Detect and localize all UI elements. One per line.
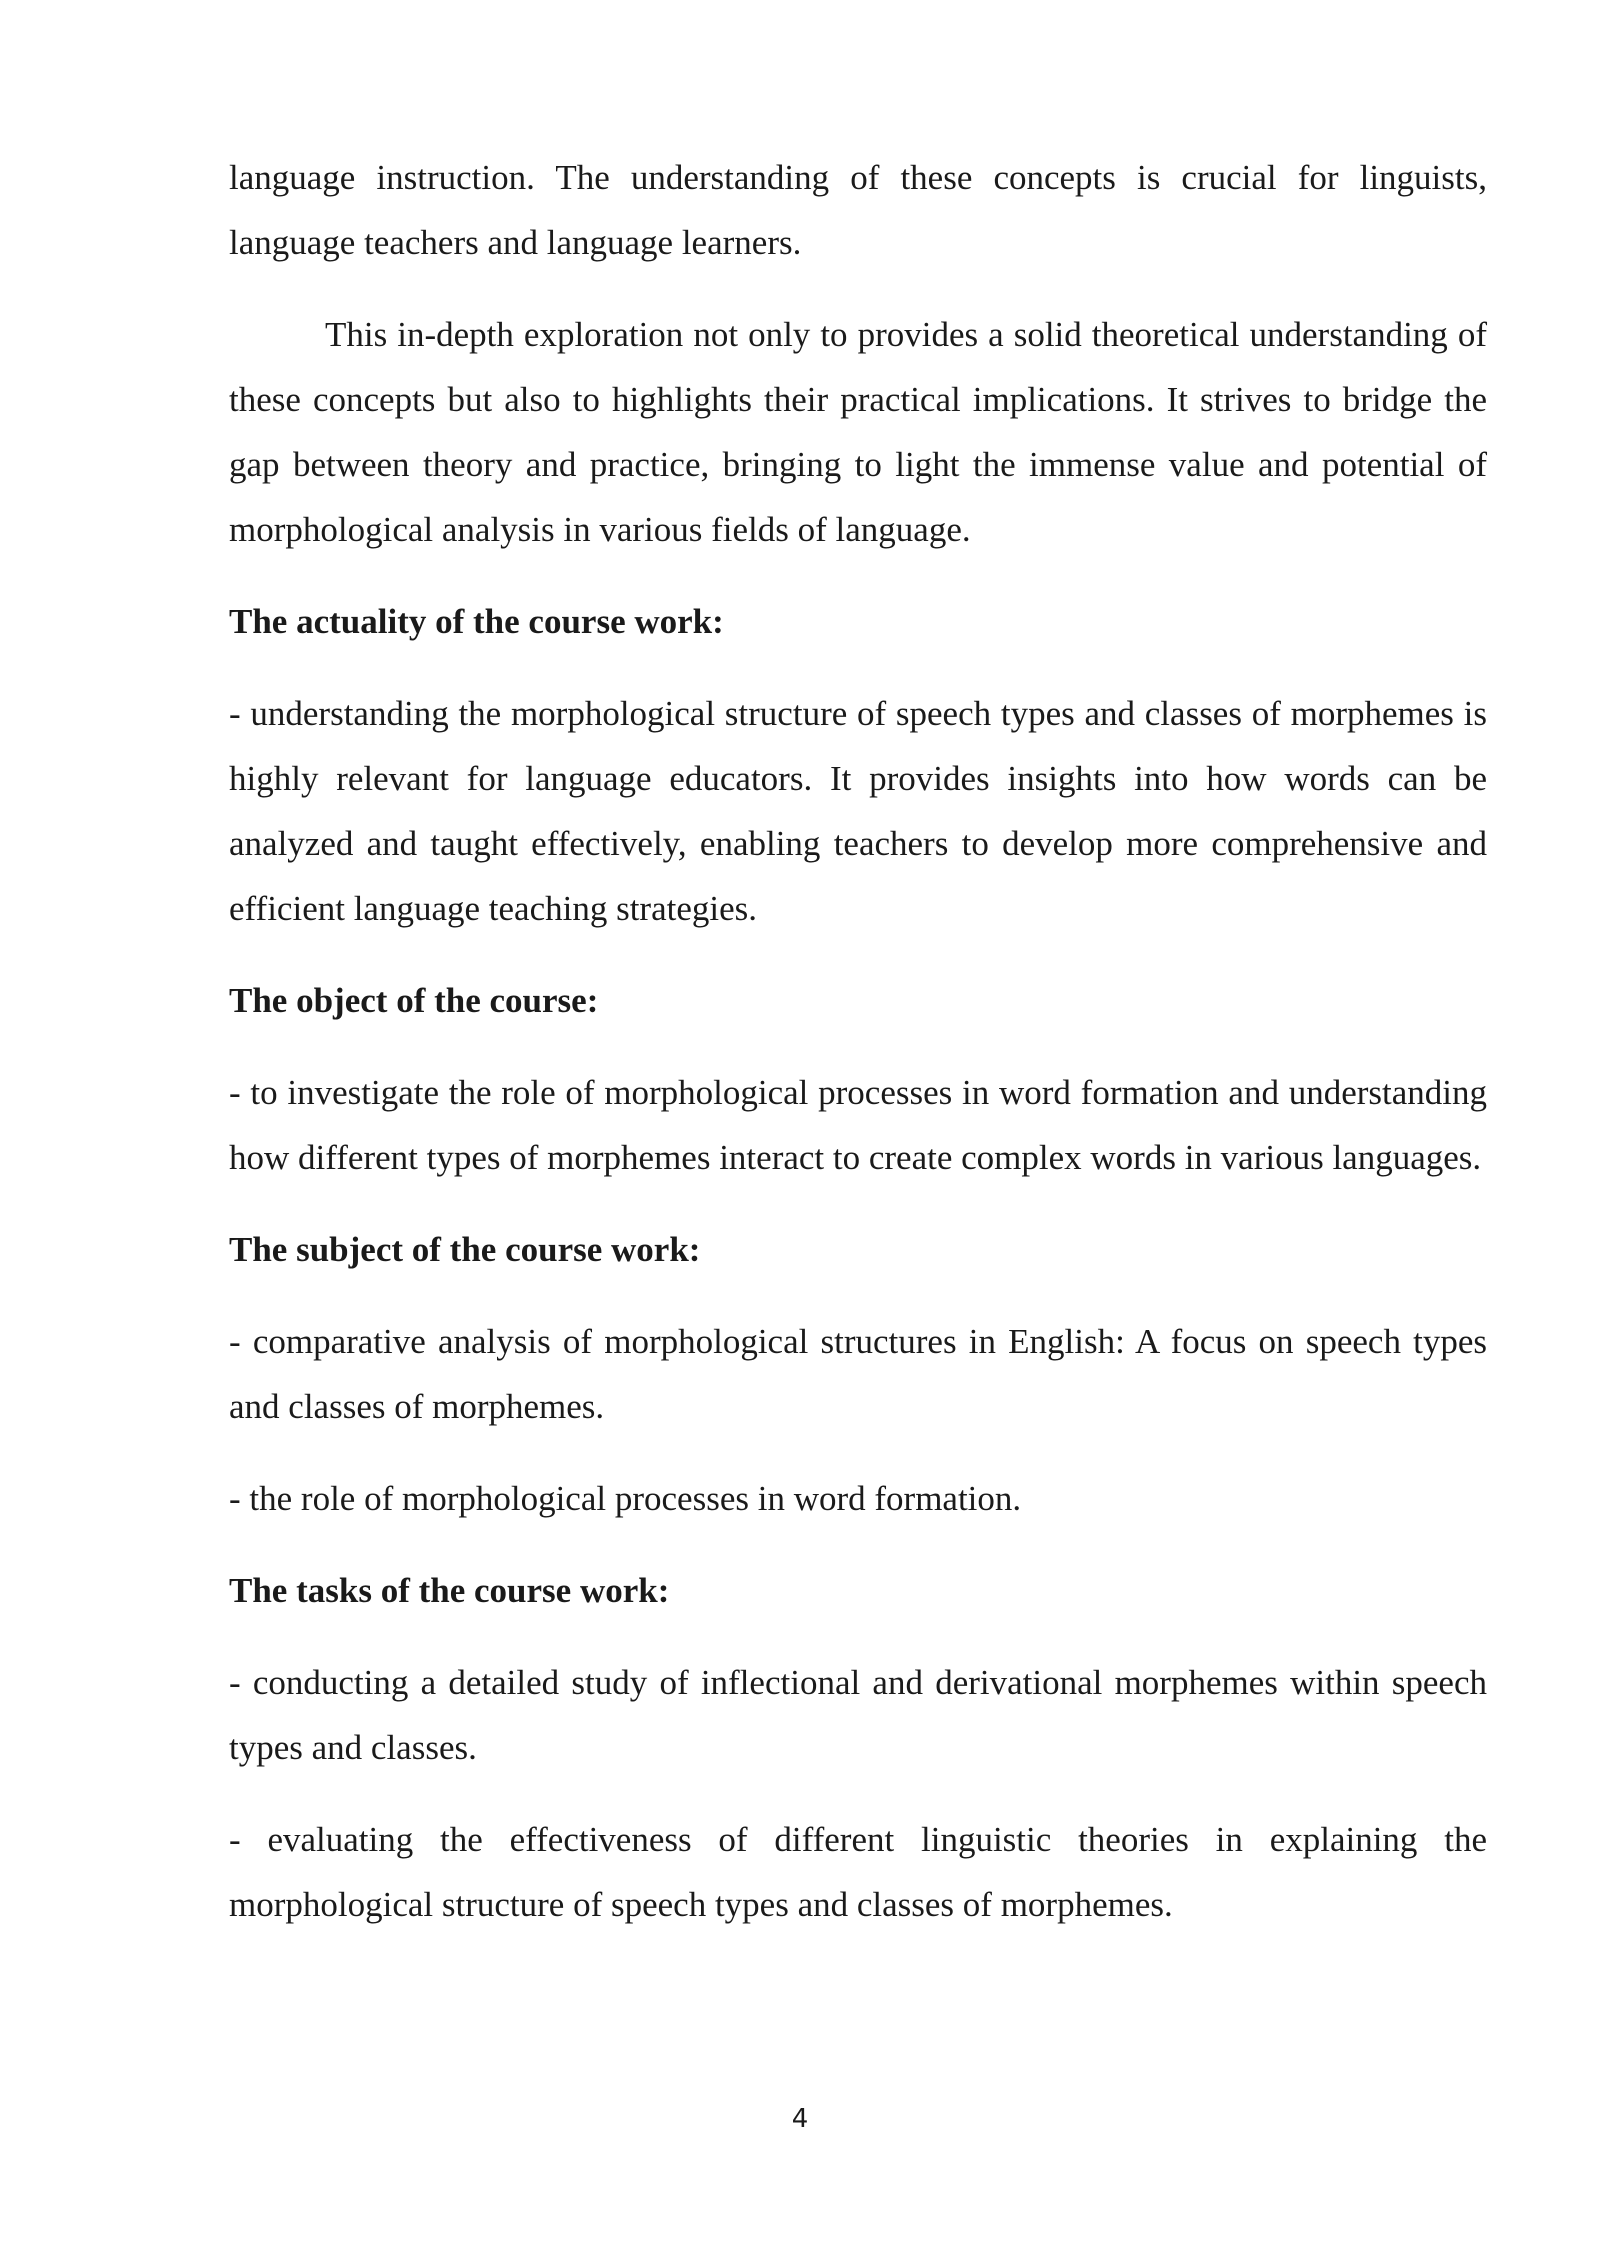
actuality-heading: The actuality of the course work: [229,602,724,641]
subject-item: - comparative analysis of morphological structures in English: A focus on speech types and classes of morphemes. [229,1322,1487,1426]
intro-continuation-paragraph: language instruction. The understanding of these concepts is crucial for linguists, language teachers and language learners. [229,158,1487,262]
tasks-item: - evaluating the effectiveness of different linguistic theories in explaining the morphological structure of speech types and classes of morphemes. [229,1820,1487,1924]
object-item: - to investigate the role of morphological processes in word formation and understanding how different types of morphemes interact to create complex words in various languages. [229,1073,1487,1177]
page-number: 4 [791,2104,809,2134]
object-heading: The object of the course: [229,981,599,1020]
document-page [229,145,1487,1937]
subject-heading: The subject of the course work: [229,1230,701,1269]
exploration-paragraph: This in-depth exploration not only to provides a solid theoretical understanding of these concepts but also to highlights their practical implications. It strives to bridge the gap between theory and practice, bringing to light the immense value and potential of morphological analysis in various fields of language. [229,315,1487,549]
tasks-item: - conducting a detailed study of inflectional and derivational morphemes within speech types and classes. [229,1663,1487,1767]
tasks-heading: The tasks of the course work: [229,1571,670,1610]
subject-item: - the role of morphological processes in word formation. [229,1479,1022,1518]
actuality-item: - understanding the morphological structure of speech types and classes of morphemes is highly relevant for language educators. It provides insights into how words can be analyzed and taught effectively, enabling teachers to develop more comprehensive and efficient language teaching strategies. [229,694,1487,928]
